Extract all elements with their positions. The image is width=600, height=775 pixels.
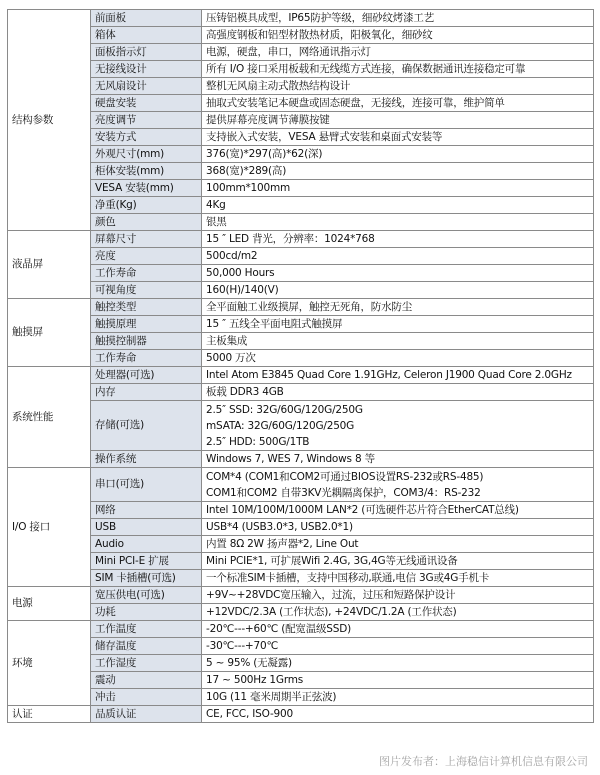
spec-value-line: 内置 8Ω 2W 扬声器*2, Line Out bbox=[206, 538, 359, 550]
spec-row bbox=[8, 384, 594, 401]
spec-value bbox=[202, 672, 594, 689]
spec-key: 震动 bbox=[91, 672, 202, 689]
spec-value-line: COM*4 (COM1和COM2可通过BIOS设置RS-232或RS-485) bbox=[206, 470, 484, 483]
spec-value bbox=[202, 519, 594, 536]
spec-row bbox=[8, 180, 594, 197]
spec-row bbox=[8, 299, 594, 316]
spec-value bbox=[202, 350, 594, 367]
spec-value bbox=[202, 367, 594, 384]
section-title: 触摸屏 bbox=[8, 299, 91, 367]
spec-value bbox=[202, 587, 594, 604]
spec-key: 处理器(可选) bbox=[91, 367, 202, 384]
spec-value-line: 压铸铝模具成型，IP65防护等级，细砂纹烤漆工艺 bbox=[206, 12, 434, 24]
spec-row bbox=[8, 570, 594, 587]
spec-key: 颜色 bbox=[91, 214, 202, 231]
spec-value-line: 368(宽)*289(高) bbox=[206, 165, 287, 177]
spec-key: 工作温度 bbox=[91, 621, 202, 638]
spec-value-line: mSATA: 32G/60G/120G/250G bbox=[206, 419, 355, 432]
spec-value bbox=[202, 282, 594, 299]
section-title: I/O 接口 bbox=[8, 468, 91, 587]
spec-row bbox=[8, 95, 594, 112]
spec-value bbox=[202, 604, 594, 621]
section-title: 系统性能 bbox=[8, 367, 91, 468]
spec-row bbox=[8, 536, 594, 553]
spec-value bbox=[202, 163, 594, 180]
section-title: 认证 bbox=[8, 706, 91, 723]
spec-key: 品质认证 bbox=[91, 706, 202, 723]
section-title: 环境 bbox=[8, 621, 91, 706]
spec-row bbox=[8, 689, 594, 706]
spec-value-line: 银黑 bbox=[206, 216, 227, 228]
spec-row bbox=[8, 468, 594, 502]
spec-row bbox=[8, 502, 594, 519]
spec-row bbox=[8, 621, 594, 638]
spec-value-line: 50,000 Hours bbox=[206, 267, 275, 279]
spec-row bbox=[8, 604, 594, 621]
spec-value-line: 5 ~ 95% (无凝露) bbox=[206, 657, 292, 669]
spec-key: 操作系统 bbox=[91, 451, 202, 468]
section-title: 结构参数 bbox=[8, 10, 91, 231]
spec-value bbox=[202, 401, 594, 451]
spec-row bbox=[8, 553, 594, 570]
spec-key: USB bbox=[91, 519, 202, 536]
spec-key: 硬盘安装 bbox=[91, 95, 202, 112]
spec-key: 箱体 bbox=[91, 27, 202, 44]
spec-key: 无接线设计 bbox=[91, 61, 202, 78]
spec-value-line: COM1和COM2 自带3KV光耦隔离保护，COM3/4：RS-232 bbox=[206, 486, 481, 499]
watermark: 图片发布者：上海稳信计算机信息有限公司 bbox=[379, 755, 588, 768]
spec-row bbox=[8, 316, 594, 333]
spec-value bbox=[202, 95, 594, 112]
spec-value-line: Intel 10M/100M/1000M LAN*2 (可选硬件芯片符合EtherCAT总线) bbox=[206, 504, 519, 516]
spec-value bbox=[202, 27, 594, 44]
spec-value bbox=[202, 214, 594, 231]
spec-row bbox=[8, 248, 594, 265]
spec-row bbox=[8, 350, 594, 367]
spec-row bbox=[8, 129, 594, 146]
spec-value bbox=[202, 112, 594, 129]
spec-row bbox=[8, 27, 594, 44]
spec-value-line: +9V~+28VDC宽压输入，过流，过压和短路保护设计 bbox=[206, 589, 456, 601]
spec-value-line: 17 ~ 500Hz 1Grms bbox=[206, 674, 304, 686]
spec-value-line: +12VDC/2.3A (工作状态), +24VDC/1.2A (工作状态) bbox=[206, 606, 457, 618]
spec-table bbox=[7, 9, 594, 723]
spec-value-line: 160(H)/140(V) bbox=[206, 284, 279, 296]
spec-value bbox=[202, 655, 594, 672]
spec-value-line: 100mm*100mm bbox=[206, 182, 291, 194]
spec-value-line: Mini PCIE*1, 可扩展Wifi 2.4G, 3G,4G等无线通讯设备 bbox=[206, 555, 458, 567]
spec-value bbox=[202, 180, 594, 197]
spec-value-line: 500cd/m2 bbox=[206, 250, 258, 262]
spec-value bbox=[202, 146, 594, 163]
spec-value-line: 5000 万次 bbox=[206, 352, 256, 364]
spec-value bbox=[202, 265, 594, 282]
spec-key: 安装方式 bbox=[91, 129, 202, 146]
spec-key: Audio bbox=[91, 536, 202, 553]
spec-value-line: 整机无风扇主动式散热结构设计 bbox=[206, 80, 351, 92]
spec-value bbox=[202, 61, 594, 78]
spec-value-line: 15 ″ LED 背光，分辨率：1024*768 bbox=[206, 233, 375, 245]
spec-value-line: 376(宽)*297(高)*62(深) bbox=[206, 148, 323, 160]
spec-value bbox=[202, 333, 594, 350]
spec-key: 网络 bbox=[91, 502, 202, 519]
spec-value-line: 2.5″ SSD: 32G/60G/120G/250G bbox=[206, 403, 363, 416]
spec-value bbox=[202, 44, 594, 61]
spec-row bbox=[8, 333, 594, 350]
spec-key: 工作寿命 bbox=[91, 350, 202, 367]
spec-value-line: CE, FCC, ISO-900 bbox=[206, 708, 293, 720]
spec-key: 可视角度 bbox=[91, 282, 202, 299]
spec-value-line: -30℃---+70℃ bbox=[206, 640, 279, 652]
spec-key: 存储(可选) bbox=[91, 401, 202, 451]
spec-value-line: 主板集成 bbox=[206, 335, 248, 347]
spec-row bbox=[8, 519, 594, 536]
spec-value bbox=[202, 316, 594, 333]
spec-value bbox=[202, 502, 594, 519]
spec-key: 串口(可选) bbox=[91, 468, 202, 502]
spec-row bbox=[8, 282, 594, 299]
spec-value bbox=[202, 451, 594, 468]
spec-value bbox=[202, 384, 594, 401]
spec-key: 亮度 bbox=[91, 248, 202, 265]
spec-value-line: 支持嵌入式安装，VESA 悬臂式安装和桌面式安装等 bbox=[206, 131, 443, 143]
spec-key: 内存 bbox=[91, 384, 202, 401]
spec-value bbox=[202, 299, 594, 316]
spec-key: 柜体安装(mm) bbox=[91, 163, 202, 180]
spec-key: 触摸原理 bbox=[91, 316, 202, 333]
spec-value-line: 15 ″ 五线全平面电阻式触摸屏 bbox=[206, 318, 343, 330]
spec-key: 功耗 bbox=[91, 604, 202, 621]
spec-row bbox=[8, 655, 594, 672]
spec-value bbox=[202, 570, 594, 587]
spec-key: 无风扇设计 bbox=[91, 78, 202, 95]
spec-value bbox=[202, 706, 594, 723]
spec-key: 触控类型 bbox=[91, 299, 202, 316]
spec-row bbox=[8, 44, 594, 61]
spec-value-line: 2.5″ HDD: 500G/1TB bbox=[206, 435, 310, 448]
spec-value-line: 抽取式安装笔记本硬盘或固态硬盘，无接线，连接可靠，维护简单 bbox=[206, 97, 505, 109]
spec-key: 净重(Kg) bbox=[91, 197, 202, 214]
spec-value-line: 电源，硬盘，串口，网络通讯指示灯 bbox=[206, 46, 371, 58]
spec-row bbox=[8, 10, 594, 27]
spec-table-body bbox=[8, 10, 594, 723]
spec-value-line: -20℃---+60℃ (配宽温级SSD) bbox=[206, 623, 352, 635]
spec-value-line: 所有 I/O 接口采用板载和无线缆方式连接，确保数据通讯连接稳定可靠 bbox=[206, 63, 526, 75]
spec-row bbox=[8, 61, 594, 78]
spec-key: 冲击 bbox=[91, 689, 202, 706]
spec-key: 触摸控制器 bbox=[91, 333, 202, 350]
spec-row bbox=[8, 638, 594, 655]
spec-row bbox=[8, 197, 594, 214]
spec-value bbox=[202, 248, 594, 265]
spec-value-line: 全平面触工业级摸屏，触控无死角，防水防尘 bbox=[206, 301, 412, 313]
spec-value bbox=[202, 553, 594, 570]
spec-row bbox=[8, 672, 594, 689]
spec-value-line: USB*4 (USB3.0*3, USB2.0*1) bbox=[206, 521, 353, 533]
spec-value bbox=[202, 197, 594, 214]
spec-value-line: Intel Atom E3845 Quad Core 1.91GHz, Celeron J1900 Quad Core 2.0GHz bbox=[206, 369, 572, 381]
spec-value bbox=[202, 10, 594, 27]
spec-key: 面板指示灯 bbox=[91, 44, 202, 61]
spec-value-line: 提供屏幕亮度调节薄膜按键 bbox=[206, 114, 330, 126]
spec-value-line: Windows 7, WES 7, Windows 8 等 bbox=[206, 453, 375, 465]
spec-value-line: 高强度钢板和铝型材散热材质，阳极氧化，细砂纹 bbox=[206, 29, 433, 41]
spec-key: 宽压供电(可选) bbox=[91, 587, 202, 604]
spec-key: SIM 卡插槽(可选) bbox=[91, 570, 202, 587]
spec-key: 屏幕尺寸 bbox=[91, 231, 202, 248]
spec-value bbox=[202, 78, 594, 95]
spec-row bbox=[8, 146, 594, 163]
spec-value bbox=[202, 689, 594, 706]
spec-row bbox=[8, 78, 594, 95]
spec-value bbox=[202, 638, 594, 655]
spec-row bbox=[8, 587, 594, 604]
section-title: 电源 bbox=[8, 587, 91, 621]
spec-value-line: 一个标准SIM卡插槽，支持中国移动,联通,电信 3G或4G手机卡 bbox=[206, 572, 490, 584]
spec-value-line: 10G (11 毫米周期半正弦波) bbox=[206, 691, 337, 703]
spec-row bbox=[8, 231, 594, 248]
spec-value-line: 4Kg bbox=[206, 199, 226, 211]
spec-row bbox=[8, 451, 594, 468]
spec-key: 工作湿度 bbox=[91, 655, 202, 672]
spec-key: 前面板 bbox=[91, 10, 202, 27]
spec-row bbox=[8, 265, 594, 282]
spec-key: 亮度调节 bbox=[91, 112, 202, 129]
spec-row bbox=[8, 706, 594, 723]
spec-value bbox=[202, 621, 594, 638]
spec-key: 储存温度 bbox=[91, 638, 202, 655]
section-title: 液晶屏 bbox=[8, 231, 91, 299]
spec-value bbox=[202, 468, 594, 502]
spec-value-line: 板载 DDR3 4GB bbox=[206, 386, 284, 398]
spec-key: VESA 安装(mm) bbox=[91, 180, 202, 197]
spec-value bbox=[202, 536, 594, 553]
spec-key: Mini PCI-E 扩展 bbox=[91, 553, 202, 570]
spec-value bbox=[202, 129, 594, 146]
spec-row bbox=[8, 163, 594, 180]
spec-key: 外观尺寸(mm) bbox=[91, 146, 202, 163]
spec-row bbox=[8, 112, 594, 129]
spec-key: 工作寿命 bbox=[91, 265, 202, 282]
spec-row bbox=[8, 214, 594, 231]
spec-row bbox=[8, 367, 594, 384]
spec-row bbox=[8, 401, 594, 451]
spec-value bbox=[202, 231, 594, 248]
